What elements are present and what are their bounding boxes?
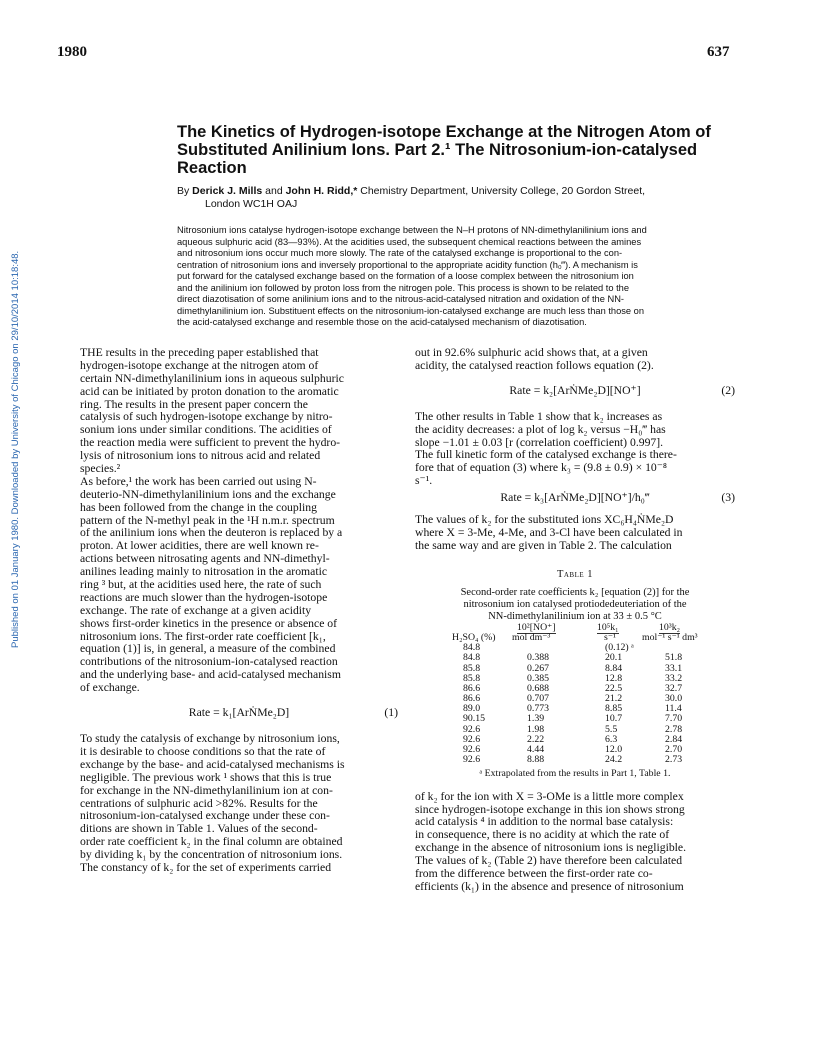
body-line: since hydrogen-isotope exchange in this ion shows strong — [415, 802, 685, 816]
table-header: 10³k₂ — [659, 621, 681, 633]
body-line: has been followed from the change in the coupling — [80, 500, 317, 514]
table-cell: 0.388 — [527, 652, 550, 664]
table-cell: 84.8 — [463, 642, 481, 654]
table-cell: 7.70 — [665, 713, 683, 725]
body-line: exchange by the base- and acid-catalysed mechanisms is — [80, 757, 345, 771]
table-cell: 92.6 — [463, 744, 481, 756]
right-column — [415, 347, 735, 894]
body-line: fore that of equation (3) where k₃ = (9.8 ± 0.9) × 10⁻⁸ — [415, 461, 668, 475]
body-line: pattern of the N-methyl peak in the ¹H n.m.r. spectrum — [80, 513, 335, 527]
body-line: of k₂ for the ion with X = 3-OMe is a little more complex — [415, 789, 684, 803]
byline — [177, 185, 747, 211]
table-cell: 8.88 — [527, 754, 545, 766]
body-line: reactions are much slower than the hydrogen-isotope — [80, 590, 328, 604]
table-header: mol⁻¹ s⁻¹ dm³ — [642, 631, 698, 643]
body-line: anilines leading mainly to nitrosation in the aromatic — [80, 565, 328, 579]
body-line: acid can be initiated by proton donation to the aromatic — [80, 384, 339, 398]
body-line: it is desirable to choose conditions so that the rate of — [80, 744, 326, 758]
abstract-line: dimethylanilinium ion. Substituent effects on the nitrosonium-ion-catalysed exchange are much less than those on — [177, 305, 645, 316]
abstract-line: centration of nitrosonium ions and inversely proportional to the appropriate acidity function (h₀‴). A mechanism is — [177, 259, 638, 270]
body-line: order rate coefficient k₂ in the final column are obtained — [80, 835, 343, 849]
article-title — [177, 123, 740, 177]
body-line: for exchange in the NN-dimethylanilinium ion at con- — [80, 783, 333, 797]
table-cell: 2.22 — [527, 733, 545, 745]
table-label: Table 1 — [556, 568, 594, 580]
table-header: s⁻¹ — [604, 631, 616, 643]
body-line: of exchange. — [80, 681, 140, 695]
table-cell: 2.78 — [665, 723, 683, 735]
table-cell: 12.8 — [605, 672, 623, 684]
table-cell: 33.1 — [665, 662, 683, 674]
body-line: The other results in Table 1 show that k₂ increases as — [415, 409, 663, 423]
table-cell: 1.98 — [527, 723, 545, 735]
author-name: John H. Ridd,* — [285, 185, 358, 197]
body-line: in consequence, there is no acidity at which the rate of — [415, 828, 670, 842]
running-head-year: 1980 — [57, 44, 87, 60]
table-cell: 92.6 — [463, 723, 481, 735]
body-line: acidity, the catalysed reaction follows equation (2). — [415, 358, 654, 372]
equation-3 — [415, 488, 735, 510]
table-cell: 92.6 — [463, 754, 481, 766]
abstract-line: the acid-catalysed exchange and resemble those on the acid-catalysed mechanism of diazotisation. — [177, 317, 587, 327]
table-cell: 85.8 — [463, 662, 481, 674]
table-cell: 24.2 — [605, 754, 623, 766]
byline-and: and — [262, 185, 286, 197]
table-cell: 2.70 — [665, 744, 683, 756]
body-line: contributions of the nitrosonium-ion-catalysed reaction — [80, 655, 338, 669]
table-cell: 84.8 — [463, 652, 481, 664]
table-cell: 6.3 — [605, 733, 618, 745]
body-line: hydrogen-isotope exchange at the nitrogen atom of — [80, 358, 319, 372]
body-line: exchange. The rate of exchange at a given acidity — [80, 603, 312, 617]
table-cell: 4.44 — [527, 744, 545, 756]
body-line: nitrosonium ions. The first-order rate coefficient [k₁, — [80, 629, 326, 643]
body-line: The full kinetic form of the catalysed exchange is there- — [415, 448, 677, 462]
body-line: and the underlying base- and acid-catalysed mechanism — [80, 668, 341, 682]
table-cell: 8.84 — [605, 662, 623, 674]
abstract-line: Nitrosonium ions catalyse hydrogen-isotope exchange between the N–H protons of NN-dimethylanilinium ions and — [177, 225, 647, 235]
body-line: The values of k₂ (Table 2) have therefore been calculated — [415, 854, 683, 868]
body-line: species.² — [80, 462, 121, 476]
table-cell: 12.0 — [605, 744, 623, 756]
table-cell: 2.73 — [665, 754, 683, 766]
table-cell: 0.385 — [527, 672, 550, 684]
title-line: Reaction — [177, 159, 247, 177]
table-cell: 11.4 — [665, 703, 682, 715]
abstract-line: put forward for the catalysed exchange based on the formation of a loose complex between the nitrosonium ion — [177, 271, 634, 281]
body-line: where X = 3-Me, 4-Me, and 3-Cl have been calculated in — [415, 526, 683, 540]
body-line: sonium ions under similar conditions. The acidities of — [80, 423, 332, 437]
body-line: To study the catalysis of exchange by nitrosonium ions, — [80, 732, 340, 746]
equation-1 — [80, 703, 398, 725]
abstract-line: and the anilinium ion followed by proton loss from the nitrogen pole. This process is shown to be related to the — [177, 282, 630, 293]
abstract-line: direct diazotisation of some anilinium ions and to the nitrous-acid-catalysed nitration and oxidation of the NN- — [177, 294, 625, 304]
body-line: acid catalysis ⁴ in addition to the normal base catalysis: — [415, 815, 674, 829]
table-cell: 0.707 — [527, 693, 550, 705]
body-line: As before,¹ the work has been carried out using N- — [80, 474, 317, 488]
table-header: 10²[NO⁺] — [517, 621, 556, 633]
table-cell: 0.773 — [527, 703, 550, 715]
byline-prefix: By — [177, 185, 193, 197]
body-line: The values of k₂ for the substituted ions XC₆H₄ṄMe₂D — [415, 513, 674, 527]
table-cell: 1.39 — [527, 713, 545, 725]
body-line: the same way and are given in Table 2. The calculation — [415, 538, 672, 552]
table-1 — [415, 569, 735, 780]
table-cell: 30.0 — [665, 693, 683, 705]
table-footnote: ᵃ Extrapolated from the results in Part 1, Table 1. — [479, 768, 671, 780]
table-cell: 0.688 — [527, 682, 550, 694]
author-name: Derick J. Mills — [192, 185, 263, 197]
body-line: THE results in the preceding paper established that — [80, 346, 319, 359]
body-line: nitrosonium-ion-catalysed exchange under these con- — [80, 809, 330, 823]
equation-2-expression: Rate = k₂[ArṄMe₂D][NO⁺] — [509, 383, 641, 397]
body-line: actions between nitrosating agents and NN-dimethyl- — [80, 552, 330, 566]
download-notice-text: Published on 01 January 1980. Downloaded by University of Chicago on 29/10/2014 10:18:48. — [10, 250, 21, 648]
body-line: slope −1.01 ± 0.03 [r (correlation coefficient) 0.997]. — [415, 435, 664, 449]
table-caption-line: NN-dimethylanilinium ion at 33 ± 0.5 °C — [488, 610, 662, 622]
affiliation: Chemistry Department, University College, 20 Gordon Street, — [357, 185, 646, 197]
table-cell: 8.85 — [605, 703, 623, 715]
table-cell: 22.5 — [605, 682, 623, 694]
table-cell: 33.2 — [665, 672, 683, 684]
table-cell: 0.267 — [527, 662, 550, 674]
table-rows — [415, 643, 735, 765]
body-line: by dividing k₁ by the concentration of nitrosonium ions. — [80, 848, 343, 862]
body-line: the reaction media were sufficient to prevent the hydro- — [80, 436, 341, 450]
equation-1-number: (1) — [384, 706, 398, 720]
body-line: centrations of sulphuric acid >82%. Results for the — [80, 796, 318, 810]
body-line: ring. The results in the present paper concern the — [80, 397, 308, 411]
abstract-line: aqueous sulphuric acid (83—93%). At the acidities used, the subsequent chemical reactions between the amines — [177, 236, 642, 247]
table-cell: 86.6 — [463, 693, 481, 705]
table-header: 10⁵k₁ — [597, 621, 619, 633]
body-line: proton. At lower acidities, there are well known re- — [80, 539, 319, 553]
table-cell: 85.8 — [463, 672, 481, 684]
table-header: mol dm⁻³ — [512, 631, 551, 643]
body-line: of the anilinium ions when the deuteron is replaced by a — [80, 526, 343, 540]
title-line: The Kinetics of Hydrogen-isotope Exchange at the Nitrogen Atom of — [177, 123, 711, 141]
table-cell: 21.2 — [605, 693, 623, 705]
table-cell: 90.15 — [463, 713, 486, 725]
table-cell: 5.5 — [605, 723, 618, 735]
equation-2 — [415, 381, 735, 403]
body-line: The constancy of k₂ for the set of experiments carried — [80, 860, 332, 874]
equation-3-number: (3) — [721, 491, 735, 505]
table-caption-line: nitrosonium ion catalysed protiodedeuteriation of the — [463, 598, 687, 610]
body-line: lysis of nitrosonium ions to nitrous acid and related — [80, 449, 321, 463]
title-line: Substituted Anilinium Ions. Part 2.¹ The Nitrosonium-ion-catalysed — [177, 141, 698, 159]
body-line: deuterio-NN-dimethylanilinium ions and the exchange — [80, 487, 336, 501]
equation-2-number: (2) — [721, 383, 735, 397]
equation-3-expression: Rate = k₃[ArṄMe₂D][NO⁺]/h₀‴ — [500, 491, 650, 505]
body-line: shows first-order kinetics in the presence or absence of — [80, 616, 338, 630]
body-line: the acidity decreases: a plot of log k₂ versus −H₀‴ has — [415, 422, 666, 436]
abstract — [177, 225, 739, 329]
table-cell: 2.84 — [665, 733, 683, 745]
equation-1-expression: Rate = k₁[ArṄMe₂D] — [188, 706, 290, 720]
table-header: H₂SO₄ (%) — [452, 631, 496, 643]
body-line: from the difference between the first-order rate co- — [415, 866, 653, 880]
body-line: out in 92.6% sulphuric acid shows that, at a given — [415, 346, 648, 359]
body-line: ditions are shown in Table 1. Values of the second- — [80, 822, 318, 836]
table-row — [415, 755, 735, 765]
abstract-line: and nitrosonium ions occur much more slowly. The rate of the catalysed exchange is proportional to the con- — [177, 248, 623, 258]
table-cell: 20.1 — [605, 652, 623, 664]
table-cell: 92.6 — [463, 733, 481, 745]
table-cell: 32.7 — [665, 682, 683, 694]
affiliation-line2: London WC1H OAJ — [205, 198, 298, 210]
table-cell: 10.7 — [605, 713, 623, 725]
table-cell: 89.0 — [463, 703, 481, 715]
body-line: exchange in the absence of nitrosonium ions is negligible. — [415, 841, 687, 855]
body-line: catalysis of such hydrogen-isotope exchange by nitro- — [80, 410, 333, 424]
table-body — [415, 623, 735, 766]
body-line: efficients (k₁) in the absence and presence of nitrosonium — [415, 879, 684, 893]
body-line: equation (1)] is, in general, a measure of the combined — [80, 642, 336, 656]
table-cell: 86.6 — [463, 682, 481, 694]
left-column — [80, 347, 398, 875]
table-cell: 51.8 — [665, 652, 683, 664]
page-number: 637 — [707, 44, 730, 60]
table-cell: (0.12) ᵃ — [605, 642, 634, 654]
body-line: s⁻¹. — [415, 474, 433, 488]
body-line: certain NN-dimethylanilinium ions in aqueous sulphuric — [80, 371, 344, 385]
body-line: negligible. The previous work ¹ shows that this is true — [80, 770, 332, 784]
table-caption-line: Second-order rate coefficients k₂ [equation (2)] for the — [460, 586, 690, 598]
body-line: ring ³ but, at the acidities used here, the rate of such — [80, 578, 322, 592]
